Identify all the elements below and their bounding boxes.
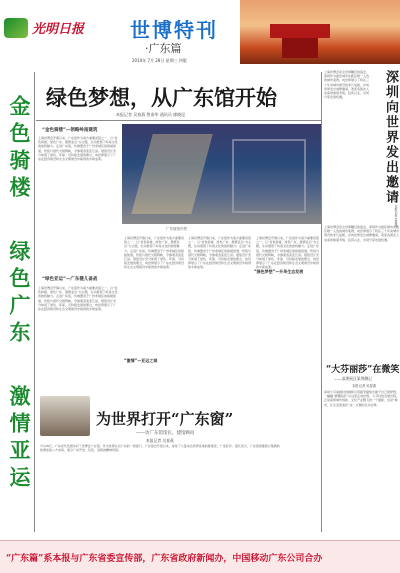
main-story-title: 绿色梦想，从广东馆开始: [46, 85, 277, 110]
logo-text: 光明日报: [32, 22, 85, 37]
vertical-line-3: 激情亚运: [7, 385, 32, 493]
portrait-photo: [40, 396, 90, 436]
second-story-byline: 本报记者 吴春燕: [146, 438, 174, 443]
main-col-left: [38, 124, 118, 399]
right-column: [324, 70, 400, 540]
section-label: ·广东篇: [145, 42, 182, 55]
main-story-byline: 本报记者 吴春燕 殷泰华 通讯员 廖晓昆: [116, 112, 186, 117]
right-story-byline: 本报记者 吴春燕: [394, 205, 398, 227]
right-story2-body: 深圳大芬油画村的画师们用画笔描绘出属于自己的梦想，一幅幅“蒙娜丽莎”从这里走向世界。大芬村的发展历程，正是深圳城市创新、文化产业腾飞的一个缩影，也是“城市，让生活更美好”这一主题的生动诠释。: [324, 390, 400, 407]
logo-emblem-icon: [4, 18, 28, 38]
footer-banner-text: “广东篇”系本报与广东省委宣传部，广东省政府新闻办，中国移动广东公司合办: [6, 554, 323, 564]
main-body-text: 上海世博会开幕以来，广东馆作为南方重要省馆之一，以“金色骑楼、绿色广东、激情亚运”为主题，生动展现了岭南文化的独特魅力。走进广东馆，仿佛置身于广州老城区的骑楼街道，传统与现代交相辉映，令参观者流连忘返。展馆设计充分体现了绿色、环保、可持续发展的理念，向世界展示了广东在经济建设和生态文明建设中取得的丰硕成果。: [38, 136, 118, 162]
right-story2-title: “大芬丽莎”在微笑: [326, 365, 400, 375]
left-vertical-headline: [0, 95, 32, 535]
sub-heading-3: “激情”—亚运之城: [124, 358, 158, 363]
column-divider-left: [34, 72, 35, 532]
right-story-body-2: 上海世博会是全世界瞩目的盛会，深圳作为最佳城市实践区唯一入选的城市案例，向世界展示了特区三十年来城市建设的非凡成就，并向世界发出诚挚邀请，欢迎各国友人来深圳参观考察、投资兴业，共同分享发展机遇。: [324, 225, 400, 242]
photo-caption: 广东展馆内景: [166, 227, 187, 231]
newspaper-logo: [2, 14, 92, 42]
main-body-text-2: 上海世博会开幕以来，广东馆作为南方重要省馆之一，以“金色骑楼、绿色广东、激情亚运”为主题，生动展现了岭南文化的独特魅力。走进广东馆，仿佛置身于广州老城区的骑楼街道，传统与现代交相辉映，令参观者流连忘返。展馆设计充分体现了绿色、环保、可持续发展的理念，向世界展示了广东在经济建设和生态文明建设中取得的丰硕成果。: [38, 286, 118, 312]
column-divider-right: [321, 72, 322, 532]
vertical-line-1: 金色骑楼: [7, 95, 32, 203]
vertical-line-2: 绿色广东: [7, 240, 32, 348]
sub-heading-1: “金色骑楼”—领略岭南建筑: [42, 128, 98, 133]
photo-structure: [232, 139, 306, 213]
expo-pavilion-photo: [240, 0, 400, 64]
second-story-title: 为世界打开“广东窗”: [96, 410, 234, 428]
main-col-far-right: 上海世博会开幕以来，广东馆作为南方重要省馆之一，以“金色骑楼、绿色广东、激情亚运”为主题，生动展现了岭南文化的独特魅力。走进广东馆，仿佛置身于广州老城区的骑楼街道，传统与现代交相辉映，令参观者流连忘返。展馆设计充分体现了绿色、环保、可持续发展的理念，向世界展示了广东在经济建设和生态文明建设中取得的丰硕成果。: [256, 236, 320, 270]
right-story-title: 深圳向世界发出邀请: [383, 70, 398, 205]
main-col-right: 上海世博会开幕以来，广东馆作为南方重要省馆之一，以“金色骑楼、绿色广东、激情亚运”为主题，生动展现了岭南文化的独特魅力。走进广东馆，仿佛置身于广州老城区的骑楼街道，传统与现代交相辉映，令参观者流连忘返。展馆设计充分体现了绿色、环保、可持续发展的理念，向世界展示了广东在经济建设和生态文明建设中取得的丰硕成果。: [188, 236, 252, 270]
expo-label: 世博特刊: [130, 18, 218, 42]
pavilion-body-shape: [282, 38, 318, 58]
pavilion-interior-photo: [122, 124, 321, 224]
sub-heading-2: “绿色亚运”—广东健儿备战: [42, 277, 98, 282]
photo-light-beam: [131, 134, 212, 214]
sub-heading-4: “绿色梦想”—升华生态发展: [254, 269, 304, 274]
second-story: [36, 396, 286, 536]
pavilion-roof-shape: [270, 24, 330, 38]
second-story-subtitle: ——访广东馆馆长、建馆顾问: [136, 431, 195, 436]
second-story-body: 7月28日，广东省代表团访问了世博会广东馆。作为世界认识广东的一扇窗口，广东馆自开馆以来，接待了大量来自世界各地的参观者，广受好评。馆长表示，广东馆将继续以饱满的热情迎接八方来客，展示广东开放、包容、进取的精神风貌。: [40, 444, 280, 453]
masthead: [0, 0, 400, 63]
right-story2-subtitle: ——深圳展区案例侧记: [334, 376, 372, 381]
right-story-body: 上海世博会是全世界瞩目的盛会，深圳作为最佳城市实践区唯一入选的城市案例，向世界展示了特区三十年来城市建设的非凡成就，并向世界发出诚挚邀请，欢迎各国友人来深圳参观考察、投资兴业，共同分享发展机遇。: [324, 70, 370, 100]
footer-banner: [0, 540, 400, 573]
date-line: 2010年 7月 28日 星期三 四版: [132, 58, 187, 63]
title-rule: [36, 120, 321, 121]
main-col-mid: 上海世博会开幕以来，广东馆作为南方重要省馆之一，以“金色骑楼、绿色广东、激情亚运”为主题，生动展现了岭南文化的独特魅力。走进广东馆，仿佛置身于广州老城区的骑楼街道，传统与现代交相辉映，令参观者流连忘返。展馆设计充分体现了绿色、环保、可持续发展的理念，向世界展示了广东在经济建设和生态文明建设中取得的丰硕成果。: [124, 236, 184, 270]
right-story2-byline: 本报记者 吴春燕: [352, 384, 377, 388]
